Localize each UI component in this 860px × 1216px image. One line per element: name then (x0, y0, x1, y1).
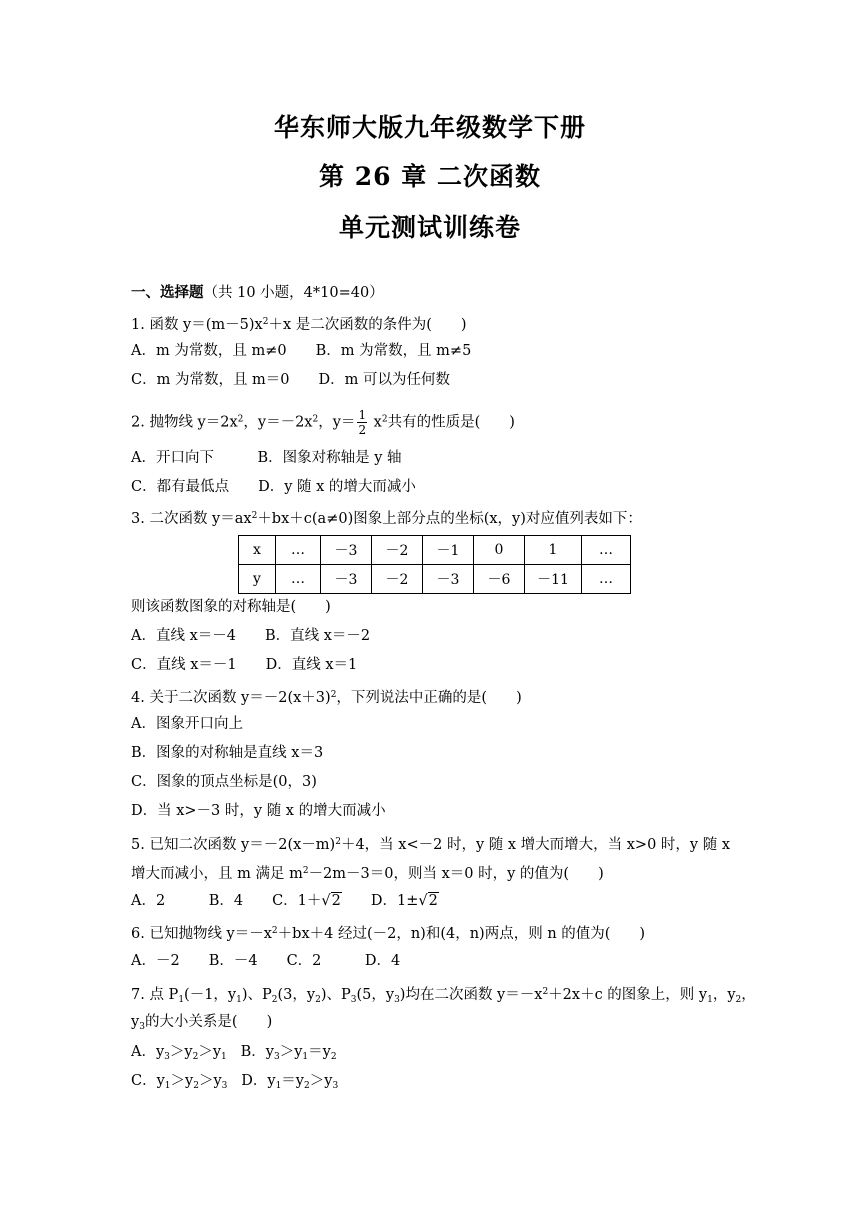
q2-text-d: x (369, 414, 382, 431)
test-title: 单元测试训练卷 (338, 213, 521, 242)
table-cell: －3 (321, 536, 372, 565)
q4-text-a: 4. 关于二次函数 y＝－2(x＋3) (131, 690, 331, 706)
sqrt-symbol: √2 (418, 893, 438, 909)
q2-sup-1: 2 (237, 414, 244, 425)
q7-options-cd: C．$y_1>y_2>y_3$ D．$y_1=y_2>y_3$ (131, 1073, 339, 1091)
q5-text-b: ＋4，当 x<－2 时，y 随 x 增大而增大，当 x>0 时，y 随 x (340, 837, 731, 853)
q5-text-d: －2m－3＝0，则当 x＝0 时，y 的值为( ) (308, 866, 604, 882)
radicand: 2 (331, 893, 341, 909)
q2-options-ab: A．开口向下 B．图象对称轴是 y 轴 (131, 450, 402, 466)
q5-text-a: 5. 已知二次函数 y＝－2(x－m) (131, 837, 336, 853)
q5-options-abc: A．2 B．4 C．1＋ (131, 893, 322, 909)
fraction-numerator: 1 (358, 408, 367, 422)
fraction-half (357, 408, 367, 437)
q5-sup-2: 2 (302, 866, 309, 876)
q3-sup: 2 (251, 511, 258, 521)
q4-option-a: A．图象开口向上 (131, 716, 243, 732)
table-cell: y (239, 565, 276, 594)
fraction-denominator: 2 (358, 423, 367, 437)
question-2 (131, 408, 515, 437)
q4-option-d: D．当 x>－3 时，y 随 x 的增大而减小 (131, 803, 386, 819)
q4-sup: 2 (330, 690, 337, 700)
q5-option-d: D．1± (341, 893, 419, 909)
question-3 (131, 506, 642, 529)
q5-sup-1: 2 (335, 837, 341, 847)
q4-text-b: ，下列说法中正确的是( ) (336, 690, 522, 706)
q2-text-a: 2. 抛物线 y＝2x (131, 414, 238, 431)
table-cell: －6 (474, 565, 525, 594)
q6-text-b: ＋bx＋4 经过(－2，n)和(4，n)两点，则 n 的值为( ) (277, 926, 646, 942)
table-cell: －2 (372, 536, 423, 565)
q2-sup-2: 2 (312, 414, 319, 425)
q5-text-c: 增大而减小，且 m 满足 m (131, 866, 303, 882)
question-5-line-2 (131, 861, 604, 884)
question-5-line-1 (131, 832, 730, 855)
sqrt-symbol: √2 (321, 893, 341, 909)
table-cell: … (582, 565, 631, 594)
table-cell: … (276, 536, 321, 565)
radicand: 2 (428, 893, 438, 909)
q2-sup-3: 2 (381, 414, 388, 425)
section-note: （共 10 小题，4*10=40） (203, 285, 384, 301)
table-row-x (239, 536, 631, 565)
table-row-y (239, 565, 631, 594)
question-7-line-1: 7. 点 $P_1(-1$，$y_1$)、$P_2(3$，$y_2$)、$P_3(5$，$y_3$)均在二次函数 $y=-x^2+2x+c$ 的图象上，则 $y_1$，$y_2$， (131, 987, 756, 1005)
table-cell: … (582, 536, 631, 565)
table-cell: … (276, 565, 321, 594)
table-cell: 1 (525, 536, 582, 565)
q4-option-b: B．图象的对称轴是直线 x＝3 (131, 745, 324, 761)
q6-options: A．－2 B．－4 C．2 D．4 (131, 953, 401, 969)
doc-title: 华东师大版九年级数学下册 (273, 113, 586, 142)
question-6 (131, 921, 645, 944)
question-4 (131, 685, 522, 708)
q5-options (131, 891, 439, 911)
table-cell: －3 (321, 565, 372, 594)
q3-options-ab: A．直线 x＝－4 B．直线 x＝－2 (131, 628, 371, 644)
q2-text-c: ，y＝ (318, 414, 356, 431)
q1-text-a: 1. 函数 y＝(m－5)x (131, 317, 263, 333)
q3-text-a: 3. 二次函数 y＝ax (131, 511, 252, 527)
table-cell: －2 (372, 565, 423, 594)
question-1 (131, 312, 467, 335)
q4-option-c: C．图象的顶点坐标是(0，3) (131, 774, 317, 790)
q1-options-ab: A．m 为常数，且 m≠0 B．m 为常数，且 m≠5 (131, 343, 472, 359)
q3-options-cd: C．直线 x＝－1 D．直线 x＝1 (131, 657, 358, 673)
q7-options-ab: A．$y_3>y_2>y_1$ B．$y_3>y_1=y_2$ (131, 1044, 337, 1062)
q2-text-e: 共有的性质是( ) (387, 414, 515, 431)
q2-options-cd: C．都有最低点 D．y 随 x 的增大而减小 (131, 479, 416, 495)
section-heading (131, 283, 384, 303)
q2-text-b: ，y＝－2x (243, 414, 313, 431)
q3-after-table: 则该函数图象的对称轴是( ) (131, 599, 331, 615)
table-cell: 0 (474, 536, 525, 565)
question-7-line-2: $y_3$的大小关系是( ) (131, 1014, 273, 1032)
q3-text-b: ＋bx＋c(a≠0)图象上部分点的坐标(x，y)对应值列表如下： (257, 511, 642, 527)
q6-sup: 2 (271, 926, 278, 936)
table-cell: －3 (423, 565, 474, 594)
q1-options-cd: C．m 为常数，且 m＝0 D．m 可以为任何数 (131, 372, 451, 388)
table-cell: －1 (423, 536, 474, 565)
q6-text-a: 6. 已知抛物线 y＝－x (131, 926, 272, 942)
q1-text-b: ＋x 是二次函数的条件为( ) (268, 317, 467, 333)
table-cell: x (239, 536, 276, 565)
value-table (238, 535, 631, 594)
table-cell: －11 (525, 565, 582, 594)
chapter-title: 第 26 章 二次函数 (319, 162, 541, 191)
section-label: 一、选择题 (131, 284, 204, 301)
q1-sup: 2 (262, 317, 269, 327)
